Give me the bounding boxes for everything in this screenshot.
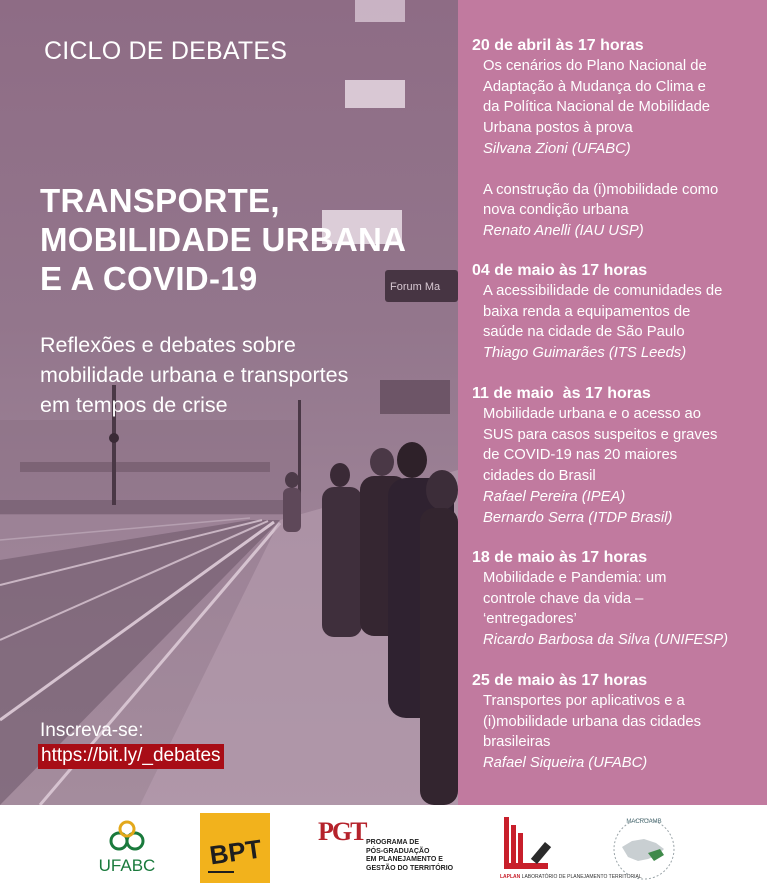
pgt-name: [366, 839, 453, 873]
signup-link[interactable]: https://bit.ly/_debates: [38, 744, 224, 769]
bpt-mark-icon: [200, 813, 270, 883]
topic-line: brasileiras: [483, 734, 551, 751]
schedule-event: [472, 383, 764, 528]
topic-line: de COVID-19 nas 20 maiores: [483, 447, 678, 464]
topic-line: Mobilidade e Pandemia: um: [483, 570, 667, 586]
subtitle-line: mobilidade urbana e transportes: [40, 363, 349, 387]
topic-line: saúde na cidade de São Paulo: [483, 324, 685, 341]
talk-topic: [483, 568, 764, 630]
svg-text:MACROAMB: MACROAMB: [626, 819, 662, 825]
laplan-full: LABORATÓRIO DE PLANEJAMENTO TERRITORIAL: [521, 874, 642, 880]
topic-line: (i)mobilidade urbana das cidades: [483, 713, 701, 730]
laplan-short: LAPLAN: [500, 874, 521, 880]
event-date: 18 de maio às 17 horas: [472, 549, 648, 566]
topic-line: nova condição urbana: [483, 202, 629, 219]
talk: [483, 56, 764, 160]
subtitle-line: Reflexões e debates sobre: [40, 333, 296, 357]
subtitle-line: em tempos de crise: [40, 393, 228, 417]
talk-speaker: Silvana Zioni (UFABC): [483, 140, 631, 157]
signup-label: Inscreva-se:: [40, 720, 144, 741]
bpt-logo: [200, 813, 270, 883]
topic-line: cidades do Brasil: [483, 468, 596, 485]
pgt-line: GESTÃO DO TERRITÓRIO: [366, 864, 454, 872]
topic-line: Mobilidade urbana e o acesso ao: [483, 406, 701, 422]
pgt-line: PÓS-GRADUAÇÃO: [366, 847, 430, 855]
svg-text:BPT: BPT: [207, 833, 264, 871]
talk: [483, 404, 764, 528]
topic-line: SUS para casos suspeitos e graves: [483, 426, 718, 443]
cycle-title: CICLO DE DEBATES: [44, 37, 288, 65]
topic-line: ‘entregadores’: [483, 611, 577, 628]
pgt-mark: PGT: [318, 817, 366, 846]
subtitle: [40, 330, 440, 420]
macroamb-logo: [610, 813, 678, 883]
talk-speaker: Renato Anelli (IAU USP): [483, 222, 644, 239]
event-date: 25 de maio às 17 horas: [472, 672, 648, 689]
talk-speaker: Bernardo Serra (ITDP Brasil): [483, 509, 673, 526]
talk-topic: [483, 691, 764, 753]
laplan-mark-icon: [500, 815, 562, 873]
ufabc-emblem-icon: [92, 819, 162, 855]
topic-line: A acessibilidade de comunidades de: [483, 283, 723, 299]
main-title-line: TRANSPORTE,: [40, 182, 280, 219]
talk: [483, 568, 764, 651]
talk-speaker: Rafael Siqueira (UFABC): [483, 755, 648, 772]
station-sign: Forum Ma: [390, 281, 441, 293]
talk-speaker: Ricardo Barbosa da Silva (UNIFESP): [483, 632, 729, 649]
main-title-line: MOBILIDADE URBANA: [40, 221, 407, 258]
event-date: 20 de abril às 17 horas: [472, 37, 644, 54]
laplan-logo: [500, 815, 642, 883]
topic-line: da Política Nacional de Mobilidade: [483, 99, 711, 116]
talk: [483, 281, 764, 364]
schedule-event: [472, 260, 764, 364]
schedule-event: [472, 547, 764, 651]
topic-line: controle chave da vida –: [483, 590, 644, 607]
footer-logos: [0, 805, 767, 886]
talk: [483, 691, 764, 774]
talk-topic: [483, 56, 764, 139]
main-title-line: E A COVID-19: [40, 260, 258, 297]
event-date: 11 de maio às 17 horas: [472, 385, 651, 402]
talk-topic: [483, 404, 764, 487]
talk-speaker: Thiago Guimarães (ITS Leeds): [483, 345, 687, 362]
talk-speaker: Rafael Pereira (IPEA): [483, 488, 626, 505]
pgt-line: EM PLANEJAMENTO E: [366, 856, 443, 863]
schedule-panel: [458, 0, 767, 805]
topic-line: Urbana postos à prova: [483, 120, 633, 137]
topic-line: Os cenários do Plano Nacional de: [483, 58, 707, 74]
topic-line: Transportes por aplicativos e a: [483, 693, 685, 709]
main-title: [40, 181, 440, 298]
schedule-event: [472, 35, 764, 242]
talk: [483, 180, 764, 242]
talk-topic: [483, 281, 764, 343]
pgt-line: PROGRAMA DE: [366, 839, 420, 846]
schedule-event: [472, 670, 764, 774]
talk-topic: [483, 180, 764, 221]
topic-line: Adaptação à Mudança do Clima e: [483, 78, 706, 95]
ufabc-logo: [92, 819, 162, 881]
event-date: 04 de maio às 17 horas: [472, 262, 648, 279]
pgt-logo: [318, 817, 458, 881]
ufabc-wordmark: UFABC: [98, 856, 156, 875]
topic-line: baixa renda a equipamentos de: [483, 303, 691, 320]
state-map-icon: [610, 813, 678, 883]
topic-line: A construção da (i)mobilidade como: [483, 181, 719, 198]
